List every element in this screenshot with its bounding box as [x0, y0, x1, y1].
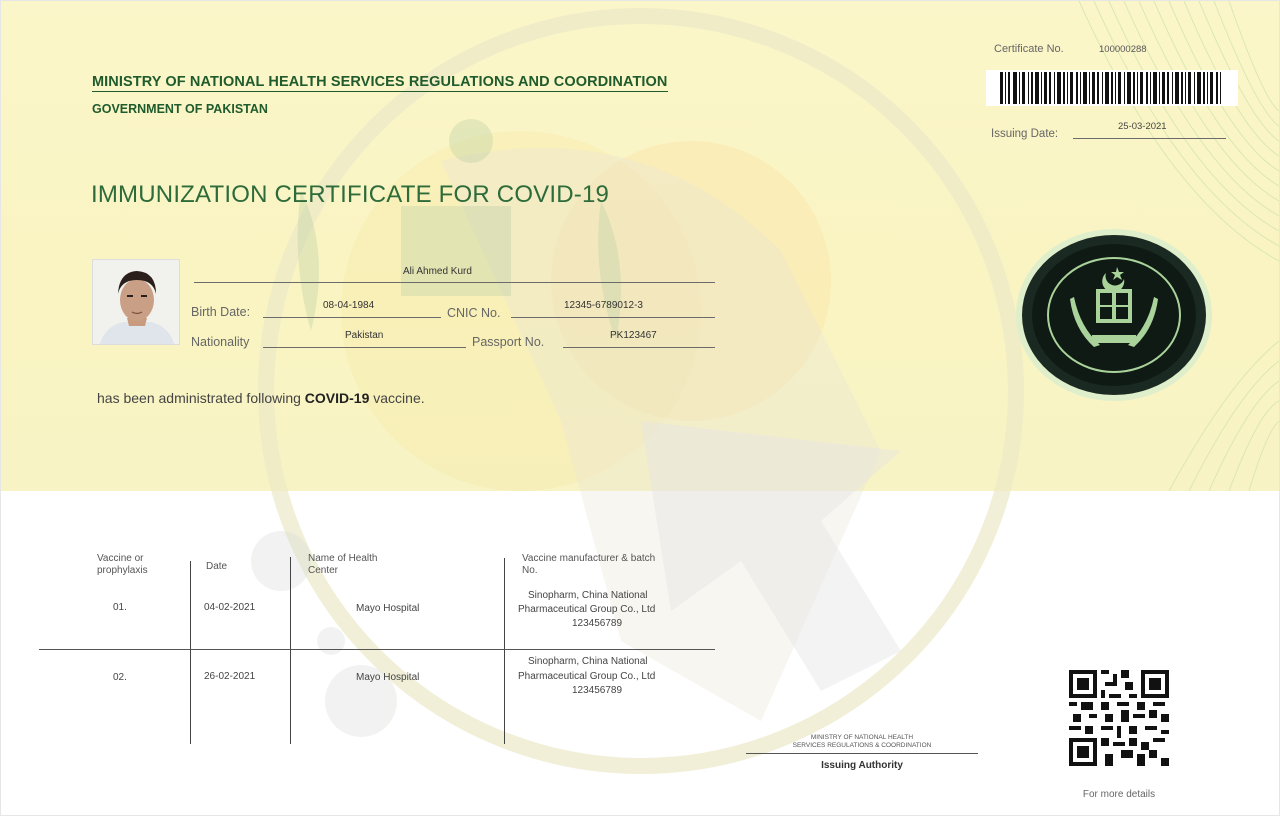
row-date: 26-02-2021: [204, 671, 256, 682]
certificate-number-value: 100000288: [1099, 44, 1147, 55]
table-divider: [504, 558, 505, 744]
row-number: 02.: [113, 672, 127, 683]
qr-code-icon[interactable]: [1069, 670, 1169, 766]
more-details-label: For more details: [1082, 789, 1156, 800]
certificate-bottom-band: [1, 491, 1280, 816]
birth-date-value: 08-04-1984: [323, 300, 375, 311]
certificate-number-label: Certificate No.: [994, 43, 1064, 55]
avatar: [92, 259, 180, 345]
seal-emblem-icon: [1014, 227, 1214, 403]
birth-date-label: Birth Date:: [191, 305, 251, 319]
row-number: 01.: [113, 602, 127, 613]
issuing-date-label: Issuing Date:: [991, 128, 1059, 140]
statement-suffix: vaccine.: [373, 390, 425, 406]
table-row-divider: [39, 649, 715, 650]
row-manufacturer-line1: Sinopharm, China National: [528, 590, 648, 601]
statement-vaccine: COVID-19: [304, 390, 370, 406]
table-header-date: Date: [206, 561, 228, 572]
passport-value: PK123467: [610, 330, 657, 341]
name-underline: [194, 282, 715, 283]
authority-underline: [746, 753, 978, 754]
nationality-label: Nationality: [191, 335, 250, 349]
cnic-underline: [511, 317, 715, 318]
nationality-value: Pakistan: [345, 330, 384, 341]
authority-text-line1: MINISTRY OF NATIONAL HEALTH: [810, 734, 914, 741]
row-center: Mayo Hospital: [356, 603, 420, 614]
cnic-label: CNIC No.: [447, 306, 501, 320]
row-center: Mayo Hospital: [356, 672, 420, 683]
birth-date-underline: [263, 317, 441, 318]
passport-underline: [563, 347, 715, 348]
issuing-date-value: 25-03-2021: [1118, 121, 1167, 132]
table-header-center: Name of Health Center: [308, 553, 378, 576]
issuing-date-underline: [1073, 138, 1226, 139]
row-batch: 123456789: [572, 685, 623, 696]
ministry-title: MINISTRY OF NATIONAL HEALTH SERVICES REGULATIONS AND COORDINATION: [92, 74, 668, 90]
row-manufacturer-line1: Sinopharm, China National: [528, 656, 648, 667]
passport-label: Passport No.: [472, 335, 545, 349]
row-date: 04-02-2021: [204, 602, 256, 613]
nationality-underline: [263, 347, 466, 348]
table-divider: [190, 561, 191, 744]
issuing-authority-label: Issuing Authority: [821, 760, 903, 771]
cnic-value: 12345-6789012-3: [564, 300, 643, 311]
table-header-vaccine: Vaccine or prophylaxis: [97, 553, 148, 576]
row-batch: 123456789: [572, 618, 623, 629]
authority-text-line2: SERVICES REGULATIONS & COORDINATION: [792, 742, 932, 749]
table-header-manufacturer: Vaccine manufacturer & batch No.: [522, 553, 656, 576]
portrait-photo: [93, 260, 180, 345]
table-divider: [290, 557, 291, 744]
row-manufacturer-line2: Pharmaceutical Group Co., Ltd: [518, 671, 656, 682]
name-value: Ali Ahmed Kurd: [403, 266, 472, 277]
authority-text: [746, 734, 978, 750]
row-manufacturer-line2: Pharmaceutical Group Co., Ltd: [518, 604, 656, 615]
government-title: GOVERNMENT OF PAKISTAN: [92, 102, 268, 116]
statement-prefix: has been administrated following: [97, 390, 301, 406]
administered-statement: [97, 390, 425, 406]
barcode-icon: [986, 70, 1238, 106]
page-title: IMMUNIZATION CERTIFICATE FOR COVID-19: [91, 181, 610, 208]
